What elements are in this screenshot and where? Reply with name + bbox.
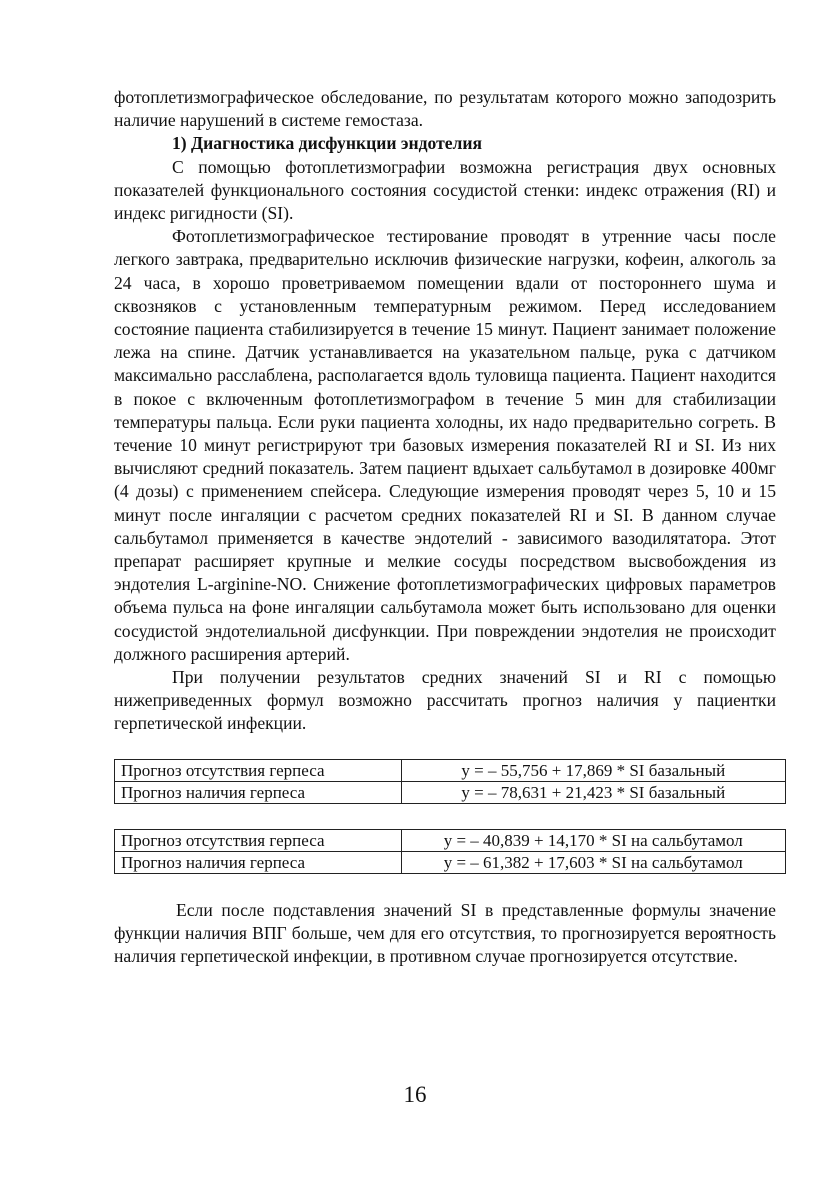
paragraph-indices: С помощью фотоплетизмографии возможна регистрация двух основных показателей функционального состояния сосудистой стенки: индекс отражения (RI) и индекс ригидности (SI).	[114, 156, 776, 224]
body-text	[114, 86, 776, 968]
table-cell-formula: y = – 61,382 + 17,603 * SI на сальбутамол	[401, 851, 786, 873]
paragraph-conclusion: Если после подставления значений SI в представленные формулы значение функции наличия ВПГ больше, чем для его отсутствия, то прогнозируется вероятность наличия герпетической инфекции, в противном случае прогнозируется отсутствие.	[114, 899, 776, 967]
table-cell-label: Прогноз отсутствия герпеса	[115, 829, 402, 851]
paragraph-formulas-intro: При получении результатов средних значений SI и RI с помощью нижеприведенных формул возможно рассчитать прогноз наличия у пациентки герпетической инфекции.	[114, 667, 776, 734]
formula-table-salbutamol	[114, 829, 786, 874]
paragraph-continuation: фотоплетизмографическое обследование, по результатам которого можно заподозрить наличие нарушений в системе гемостаза.	[114, 87, 776, 131]
table-row	[115, 781, 786, 803]
table-cell-label: Прогноз наличия герпеса	[115, 851, 402, 873]
table-cell-label: Прогноз наличия герпеса	[115, 781, 402, 803]
table-row	[115, 851, 786, 873]
table-cell-formula: y = – 55,756 + 17,869 * SI базальный	[401, 759, 785, 781]
table-row	[115, 829, 786, 851]
table-cell-formula: y = – 78,631 + 21,423 * SI базальный	[401, 781, 785, 803]
paragraph-procedure: Фотоплетизмографическое тестирование проводят в утренние часы после легкого завтрака, предварительно исключив физические нагрузки, кофеин, алкоголь за 24 часа, в хорошо проветриваемом помещении вдали от постороннего шума и сквозняков с установленным температурным режимом. Перед исследованием состояние пациента стабилизируется в течение 15 минут. Пациент занимает положение лежа на спине. Датчик устанавливается на указательном пальце, рука с датчиком максимально расслаблена, располагается вдоль туловища пациента. Пациент находится в покое с включенным фотоплетизмографом в течение 5 мин для стабилизации температуры пальца. Если руки пациента холодны, их надо предварительно согреть. В течение 10 минут регистрируют три базовых измерения показателей RI и SI. Из них вычисляют средний показатель. Затем пациент вдыхает сальбутамол в дозировке 400мг (4 дозы) с применением спейсера. Следующие измерения проводят через 5, 10 и 15 минут после ингаляции с расчетом средних показателей RI и SI. В данном случае сальбутамол применяется в качестве эндотелий - зависимого вазодилятатора. Этот препарат расширяет крупные и мелкие сосуды посредством высвобождения из эндотелия L-arginine-NO. Снижение фотоплетизмографических цифровых параметров объема пульса на фоне ингаляции сальбутамола может быть использовано для оценки сосудистой эндотелиальной дисфункции. При повреждении эндотелия не происходит должного расширения артерий.	[114, 226, 776, 664]
formula-table-basal	[114, 759, 786, 804]
page-number: 16	[403, 1082, 427, 1107]
table-cell-formula: y = – 40,839 + 14,170 * SI на сальбутамол	[401, 829, 786, 851]
table-row	[115, 759, 786, 781]
section-heading: 1) Диагностика дисфункции эндотелия	[172, 133, 483, 154]
table-cell-label: Прогноз отсутствия герпеса	[115, 759, 402, 781]
